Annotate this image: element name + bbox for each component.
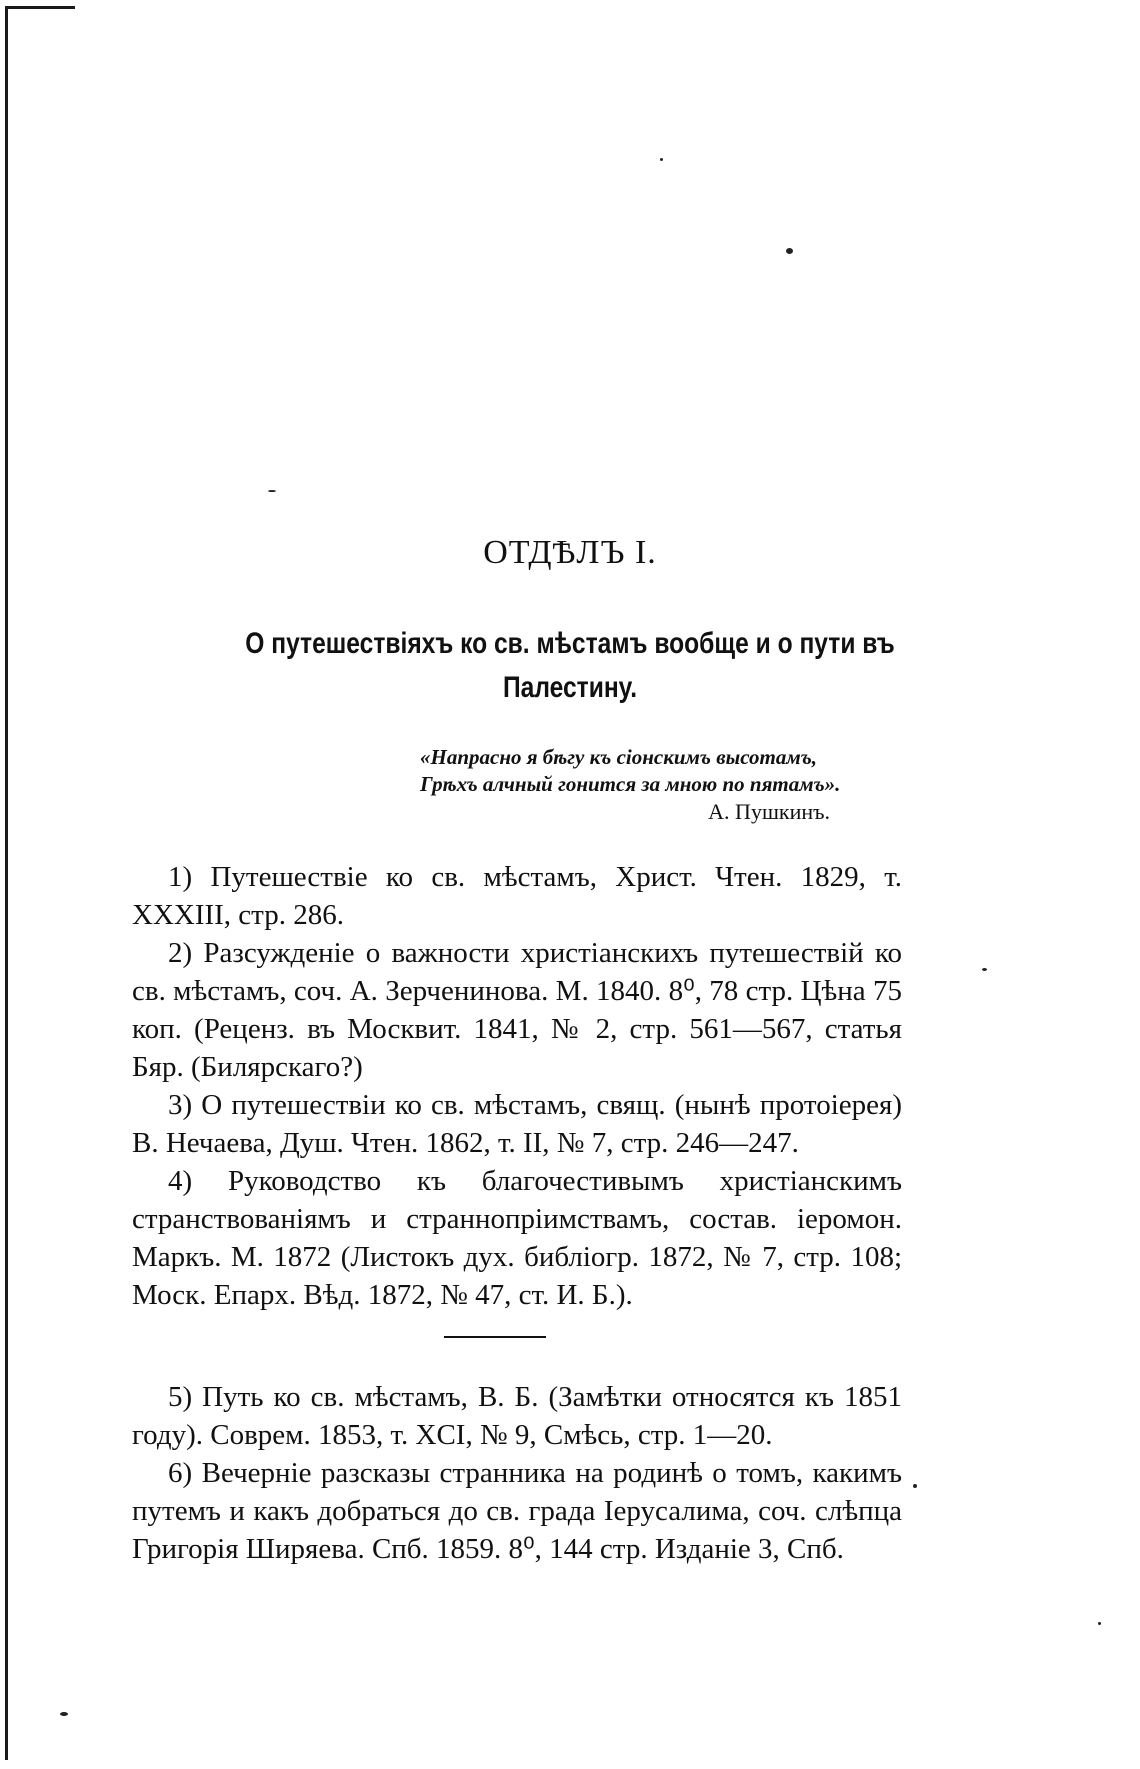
- scan-speck: [660, 158, 663, 161]
- scan-speck: [982, 968, 987, 971]
- section-separator: [444, 1336, 546, 1338]
- section-title: ОТДѢЛЪ I.: [483, 534, 657, 571]
- bibliography-list: [132, 858, 902, 1314]
- chapter-heading: О путешествіяхъ ко св. мѣстамъ вообще и о пути въ Палестину.: [245, 627, 895, 704]
- scan-edge-top: [5, 6, 75, 9]
- bibliography-entry: 1) Путешествіе ко св. мѣстамъ, Христ. Чтен. 1829, т. XXXIII, стр. 286.: [132, 861, 902, 931]
- scan-speck: [60, 1712, 68, 1716]
- epigraph-line: «Напрасно я бѣгу къ сіонскимъ высотамъ,: [420, 745, 818, 769]
- scan-speck: [913, 1484, 917, 1488]
- epigraph-author: А. Пушкинъ.: [708, 799, 830, 824]
- bibliography-entry: 5) Путь ко св. мѣстамъ, В. Б. (Замѣтки относятся къ 1851 году). Соврем. 1853, т. XCI, № 9, Смѣсь, стр. 1—20.: [132, 1381, 902, 1451]
- epigraph: [420, 744, 910, 825]
- scan-speck: [1098, 1622, 1101, 1625]
- bibliography-entry: 3) О путешествіи ко св. мѣстамъ, свящ. (нынѣ протоіерея) В. Нечаева, Душ. Чтен. 1862, т. II, № 7, стр. 246—247.: [132, 1089, 902, 1159]
- bibliography-list-continued: [132, 1378, 902, 1568]
- scan-speck: [786, 248, 793, 254]
- scan-speck: [268, 490, 276, 492]
- scan-edge-left: [5, 8, 8, 1760]
- bibliography-entry: 4) Руководство къ благочестивымъ христіанскимъ странствованіямъ и страннопріимствамъ, состав. іеромон. Маркъ. М. 1872 (Листокъ дух. библіогр. 1872, № 7, стр. 108; Моск. Епарх. Вѣд. 1872, № 47, ст. И. Б.).: [132, 1165, 902, 1311]
- bibliography-entry: 2) Разсужденіе о важности христіанскихъ путешествій ко св. мѣстамъ, соч. А. Зерченинова. М. 1840. 8⁰, 78 стр. Цѣна 75 коп. (Реценз. въ Москвит. 1841, № 2, стр. 561—567, статья Бяр. (Билярскаго?): [132, 937, 902, 1083]
- bibliography-entry: 6) Вечерніе разсказы странника на родинѣ о томъ, какимъ путемъ и какъ добраться до св. града Іерусалима, соч. слѣпца Григорія Ширяева. Спб. 1859. 8⁰, 144 стр. Изданіе 3, Спб.: [132, 1457, 902, 1565]
- epigraph-line: Грѣхъ алчный гонится за мною по пятамъ».: [420, 772, 841, 796]
